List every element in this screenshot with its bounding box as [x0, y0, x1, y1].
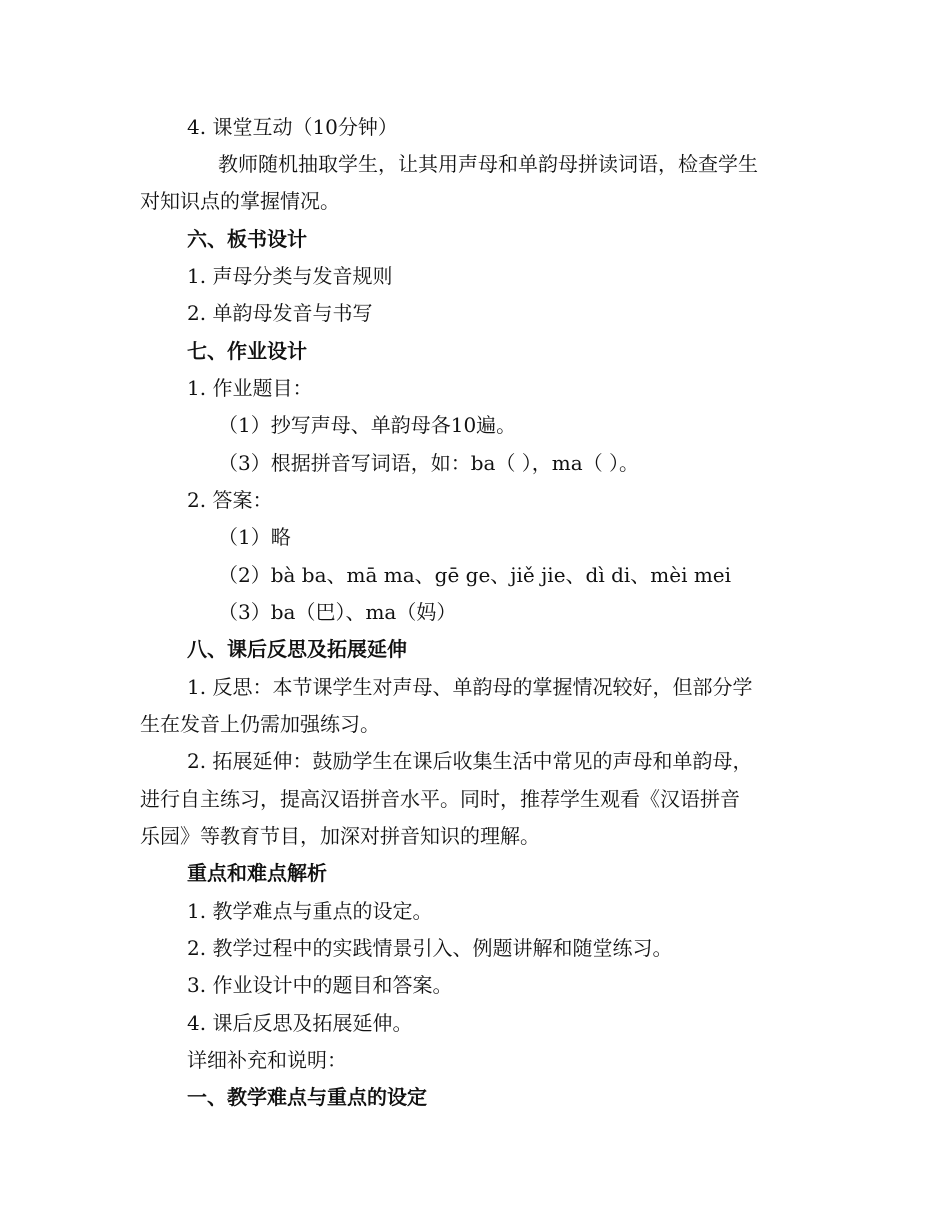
paragraph-line: 2. 拓展延伸：鼓励学生在课后收集生活中常见的声母和单韵母，	[187, 749, 753, 773]
sub-list-item: （1）抄写声母、单韵母各10遍。	[218, 413, 517, 437]
paragraph-line: 详细补充和说明：	[187, 1048, 347, 1072]
sub-list-item: （1）略	[218, 525, 291, 549]
paragraph-line: 教师随机抽取学生，让其用声母和单韵母拼读词语，检查学生	[218, 152, 758, 176]
list-item: 2. 答案：	[187, 488, 273, 512]
heading-homework-design: 七、作业设计	[187, 339, 307, 363]
paragraph-line: 乐园》等教育节目，加深对拼音知识的理解。	[140, 824, 540, 848]
list-item: 1. 作业题目：	[187, 376, 313, 400]
paragraph-line: 生在发音上仍需加强练习。	[140, 712, 380, 736]
section-item-classroom-interaction: 4. 课堂互动（10分钟）	[187, 115, 398, 139]
list-item: 4. 课后反思及拓展延伸。	[187, 1011, 413, 1035]
paragraph-line: 对知识点的掌握情况。	[140, 189, 340, 213]
sub-list-item: （3）ba（巴）、ma（妈）	[218, 600, 457, 624]
paragraph-line: 1. 反思：本节课学生对声母、单韵母的掌握情况较好，但部分学	[187, 675, 753, 699]
list-item: 1. 声母分类与发音规则	[187, 264, 393, 288]
paragraph-line: 进行自主练习，提高汉语拼音水平。同时，推荐学生观看《汉语拼音	[140, 787, 740, 811]
heading-reflection-extension: 八、课后反思及拓展延伸	[187, 637, 407, 661]
list-item: 2. 教学过程中的实践情景引入、例题讲解和随堂练习。	[187, 936, 673, 960]
list-item: 1. 教学难点与重点的设定。	[187, 899, 433, 923]
heading-key-points: 重点和难点解析	[187, 861, 327, 885]
heading-board-design: 六、板书设计	[187, 227, 307, 251]
list-item: 2. 单韵母发音与书写	[187, 301, 373, 325]
sub-list-item: （2）bà ba、mā ma、gē ge、jiě jie、dì di、mèi mei	[218, 563, 732, 587]
heading-difficulty-focus: 一、教学难点与重点的设定	[187, 1085, 427, 1109]
list-item: 3. 作业设计中的题目和答案。	[187, 973, 453, 997]
sub-list-item: （3）根据拼音写词语，如：ba（ ），ma（ ）。	[218, 451, 640, 475]
